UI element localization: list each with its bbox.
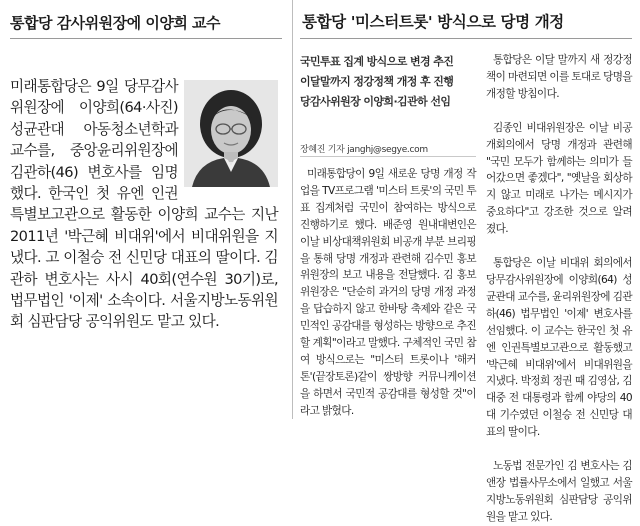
right-article-column-2: [486, 52, 632, 526]
paragraph: 통합당은 이날 비대위 회의에서 당무감사위원장에 이양희(64) 성균관대 교수를, 윤리위원장에 김관하(46) 법무법인 '이제' 변호사를 선임했다. 이 교수는 한국인 첫 유엔 인권특별보고관으로 활동했고 '박근혜 비대위'에서 비대위원을 지냈다. 박정희 정권 때 김영삼, 김대중 전 대통령과 함께 야당의 40대 기수였던 이철승 전 신민당 대표의 딸이다.: [486, 257, 632, 439]
portrait-image: [184, 80, 278, 187]
right-article-headline: 통합당 '미스터트롯' 방식으로 당명 개정: [302, 13, 564, 31]
right-article-column-1: 미래통합당이 9일 새로운 당명 개정 작업을 TV프로그램 '미스터 트롯'의 국민 투표 집계처럼 국민이 참여하는 방식으로 진행하기로 했다. 배준영 원내대변인은 이날 비상대책위원회 비공개 부분 브리핑을 통해 당명 개정과 관련해 김수민 홍보위원장의 보고 내용을 전달했다. 김 홍보위원장은 "단순히 과거의 당명 개정 과정을 답습하지 않고 한바탕 축제와 같은 국민적인 공감대를 형성하는 방향으로 추진할 계획"이라고 말했다. 구체적인 국민 참여 방식으로는 "미스터 트롯이나 '해커톤'(끝장토론)같이 쌍방향 커뮤니케이션을 하면서 국민적 공감대를 형성할 것"이라고 밝혔다.: [300, 168, 476, 417]
left-article-body: [10, 76, 278, 333]
subhead-line: 당감사위원장 이양희·김관하 선임: [300, 95, 451, 108]
left-article-text: 미래통합당은 9일 당무감사위원장에 이양희(64·사진) 성균관대 아동청소년학과 교수를, 중앙윤리위원장에 김관하(46) 변호사를 임명했다. 한국인 첫 유엔 인권특별보고관으로 활동한 이양희 교수는 지난 2011년 '박근혜 비대위'에서 비대위원을 지냈다. 고 이철승 전 신민당 대표의 딸이다. 김관하 변호사는 사시 40회(연수원 30기)로, 법무법인 '이제' 소속이다. 서울지방노동위원회 심판담당 공익위원도 맡고 있다.: [10, 78, 278, 331]
left-headline-rule: [10, 38, 282, 39]
byline: 장혜진 기자 janghj@segye.com: [300, 145, 428, 155]
paragraph: 통합당은 이달 말까지 새 정강정책이 마련되면 이를 토대로 당명을 개정할 방침이다.: [486, 54, 632, 100]
paragraph: 노동법 전문가인 김 변호사는 김앤장 법률사무소에서 일했고 서울지방노동위원회 심판담당 공익위원을 맡고 있다.: [486, 460, 632, 523]
left-article-headline: 통합당 감사위원장에 이양희 교수: [10, 14, 221, 32]
subhead-line: 이달말까지 정강정책 개정 후 진행: [300, 75, 454, 88]
right-article-subheads: [300, 52, 482, 112]
right-headline-rule: [300, 38, 632, 39]
byline-rule: [300, 156, 476, 157]
column-divider: [292, 0, 293, 419]
paragraph: 김종인 비대위원장은 이날 비공개회의에서 당명 개정과 관련해 "국민 모두가 함께하는 의미가 들어갔으면 좋겠다", "옛날을 회상하지 않고 미래로 나가는 메시지가 중요하다"고 강조한 것으로 알려졌다.: [486, 121, 632, 236]
portrait-photo: [184, 80, 278, 187]
subhead-line: 국민투표 집계 방식으로 변경 추진: [300, 55, 454, 68]
